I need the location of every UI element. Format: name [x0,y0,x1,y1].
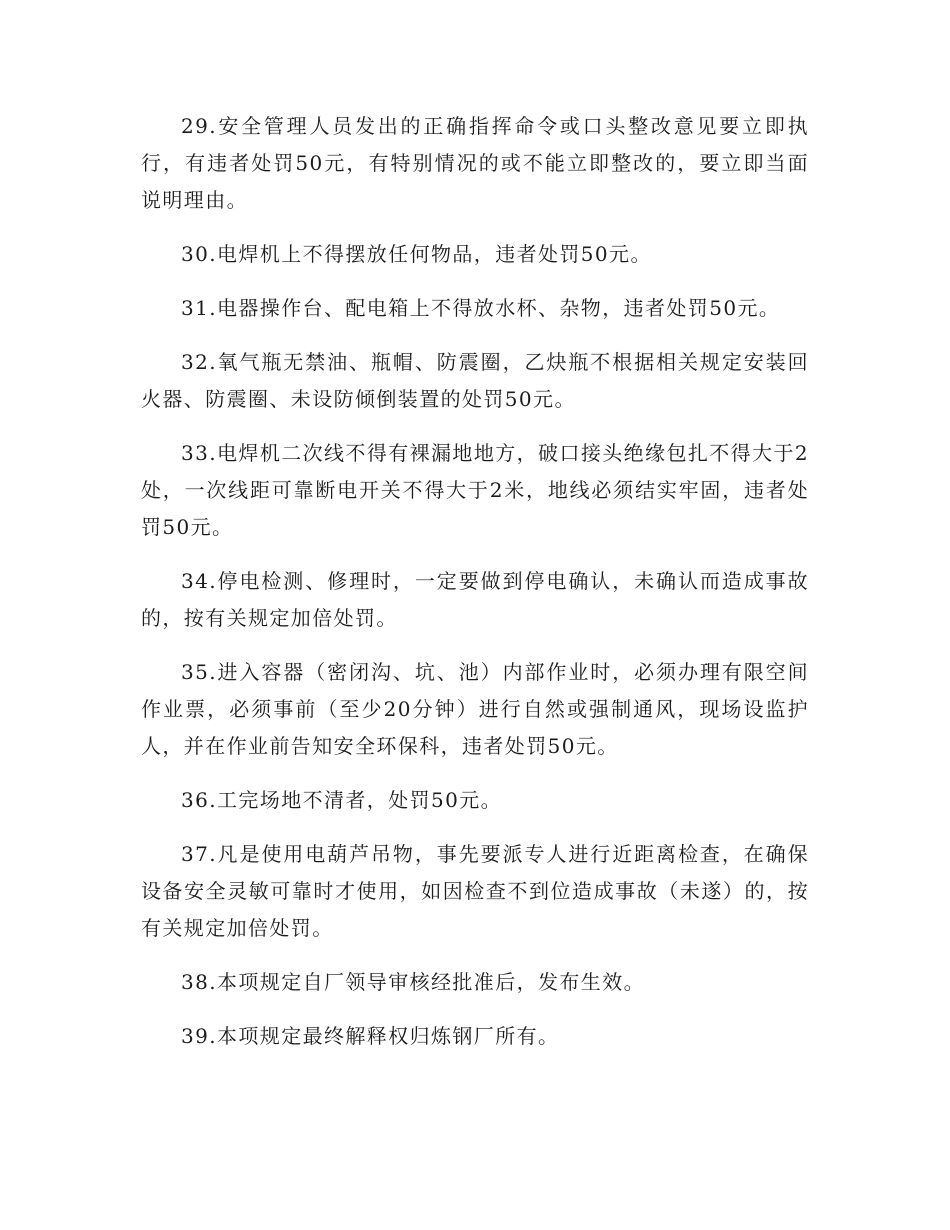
rule-paragraph-34: 34.停电检测、修理时，一定要做到停电确认，未确认而造成事故的，按有关规定加倍处罚。 [141,569,809,630]
rule-paragraph-33: 33.电焊机二次线不得有裸漏地地方，破口接头绝缘包扎不得大于2处，一次线距可靠断电开关不得大于2米，地线必须结实牢固，违者处罚50元。 [141,441,809,539]
rule-paragraph-37: 37.凡是使用电葫芦吊物，事先要派专人进行近距离检查，在确保设备安全灵敏可靠时才使用，如因检查不到位造成事故（未遂）的，按有关规定加倍处罚。 [141,842,809,940]
document-body [141,108,809,1072]
rule-paragraph-36: 36.工完场地不清者，处罚50元。 [181,788,503,812]
rule-paragraph-38: 38.本项规定自厂领导审核经批准后，发布生效。 [181,970,646,994]
rule-paragraph-29: 29.安全管理人员发出的正确指挥命令或口头整改意见要立即执行，有违者处罚50元，有特别情况的或不能立即整改的，要立即当面说明理由。 [141,114,809,212]
rule-paragraph-39: 39.本项规定最终解释权归炼钢厂所有。 [181,1024,560,1048]
rule-paragraph-32: 32.氧气瓶无禁油、瓶帽、防震圈，乙炔瓶不根据相关规定安装回火器、防震圈、未设防倾倒装置的处罚50元。 [141,350,809,411]
rule-paragraph-31: 31.电器操作台、配电箱上不得放水杯、杂物，违者处罚50元。 [181,296,781,320]
rule-paragraph-30: 30.电焊机上不得摆放任何物品，违者处罚50元。 [181,242,652,266]
rule-paragraph-35: 35.进入容器（密闭沟、坑、池）内部作业时，必须办理有限空间作业票，必须事前（至少20分钟）进行自然或强制通风，现场设监护人，并在作业前告知安全环保科，违者处罚50元。 [141,660,809,758]
